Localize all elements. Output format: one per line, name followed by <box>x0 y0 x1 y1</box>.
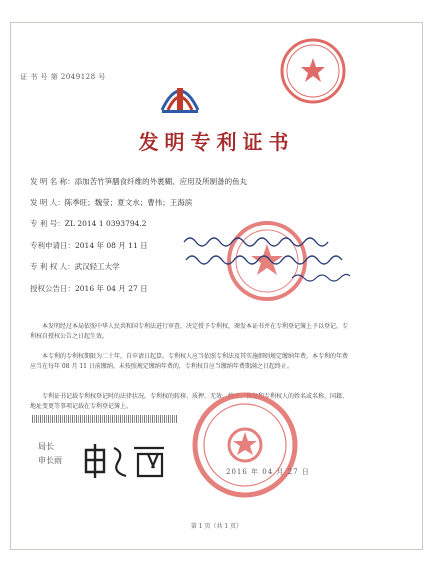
invention-name-value: 添加苦竹笋膳食纤维的外裹糊、应用及所制备的鱼丸 <box>74 177 248 186</box>
grant-date-label: 授权公告日： <box>30 284 75 293</box>
body-paragraph-3: 专利证书记载专利权登记时的法律状况。专利权的转移、质押、无效、终止、恢复和专利权人的姓名或名称、国籍、地址变更等事项记载在专利登记簿上。 <box>30 393 349 410</box>
barcode <box>32 415 177 423</box>
page-footer: 第 1 页（共 1 页） <box>190 523 243 530</box>
stamp-bottom-seal <box>190 390 300 500</box>
director-signature <box>82 440 172 480</box>
director-name: 申长雨 <box>38 456 62 465</box>
patentee-row <box>30 261 120 272</box>
director-title: 局长 <box>38 442 54 451</box>
patentee-value: 武汉轻工大学 <box>74 262 120 271</box>
patentee-label: 专 利 权 人： <box>30 262 75 271</box>
grant-date-value: 2016 年 04 月 27 日 <box>75 284 148 293</box>
patent-number-label: 专 利 号： <box>30 219 65 228</box>
filing-date-value: 2014 年 08 月 11 日 <box>75 241 148 250</box>
patent-number-value: ZL 2014 1 0393794.2 <box>64 219 147 228</box>
patent-office-emblem <box>158 70 202 116</box>
seal-date: 2016 年 04 月 27 日 <box>226 468 310 476</box>
inventor-value: 陈季旺；魏莹；夏文水；曹伟；王海滨 <box>64 198 193 207</box>
invention-name-label: 发 明 名 称： <box>30 177 75 186</box>
inventor-label: 发 明 人： <box>30 198 65 207</box>
patent-number-row <box>30 218 147 229</box>
certificate-number: 证 书 号 第 2049128 号 <box>20 73 106 81</box>
inventor-row <box>30 197 192 208</box>
invention-name-row <box>30 176 247 187</box>
filing-date-row <box>30 240 148 251</box>
certificate-title: 发明专利证书 <box>138 130 295 154</box>
body-paragraph-1: 本发明经过本局依照中华人民共和国专利法进行审查，决定授予专利权，颁发本证书并在专利登记簿上予以登记。专利权自授权公告之日起生效。 <box>30 323 349 340</box>
grant-date-row <box>30 283 148 294</box>
body-paragraph-2: 本专利的专利权期限为二十年，自申请日起算。专利权人应当依照专利法及其实施细则规定缴纳年费。本专利的年费应当在每年 08 月 11 日前缴纳。未按照规定缴纳年费的，专利权自应当缴纳年费期满之日起终止。 <box>30 353 349 370</box>
stamp-top-right <box>278 36 348 106</box>
filing-date-label: 专利申请日： <box>30 241 75 250</box>
handwritten-annotation <box>182 230 382 290</box>
